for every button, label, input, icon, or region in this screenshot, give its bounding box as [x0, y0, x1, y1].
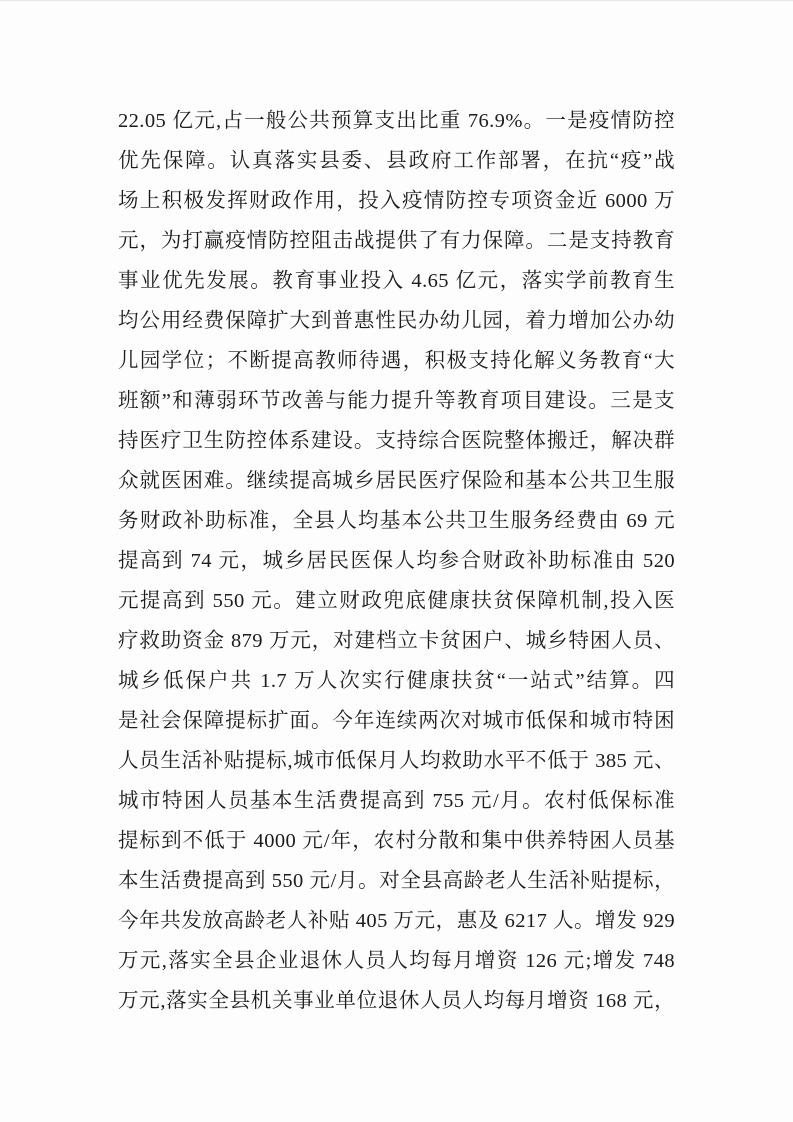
text-line: 提高到 74 元，城乡居民医保人均参合财政补助标准由 520 [118, 550, 675, 572]
text-line: 元提高到 550 元。建立财政兜底健康扶贫保障机制,投入医 [118, 590, 675, 612]
text-line: 元，为打赢疫情防控阻击战提供了有力保障。二是支持教育 [118, 230, 675, 252]
text-line: 人员生活补贴提标,城市低保月人均救助水平不低于 385 元、 [118, 750, 675, 772]
text-line: 场上积极发挥财政作用，投入疫情防控专项资金近 6000 万 [118, 190, 675, 212]
text-line: 持医疗卫生防控体系建设。支持综合医院整体搬迁，解决群 [118, 430, 675, 452]
body-text-block [118, 101, 675, 1021]
text-line: 万元,落实全县机关事业单位退休人员人均每月增资 168 元， [118, 990, 675, 1012]
text-line: 优先保障。认真落实县委、县政府工作部署，在抗“疫”战 [118, 150, 675, 172]
text-line: 城乡低保户共 1.7 万人次实行健康扶贫“一站式”结算。四 [118, 670, 675, 692]
text-line: 务财政补助标准，全县人均基本公共卫生服务经费由 69 元 [118, 510, 675, 532]
text-line: 本生活费提高到 550 元/月。对全县高龄老人生活补贴提标， [118, 870, 675, 892]
text-line: 今年共发放高龄老人补贴 405 万元，惠及 6217 人。增发 929 [118, 910, 675, 932]
text-line: 儿园学位；不断提高教师待遇，积极支持化解义务教育“大 [118, 350, 675, 372]
text-line: 是社会保障提标扩面。今年连续两次对城市低保和城市特困 [118, 710, 675, 732]
text-line: 城市特困人员基本生活费提高到 755 元/月。农村低保标准 [118, 790, 675, 812]
text-line: 万元,落实全县企业退休人员人均每月增资 126 元;增发 748 [118, 950, 675, 972]
text-line: 事业优先发展。教育事业投入 4.65 亿元，落实学前教育生 [118, 270, 675, 292]
text-line: 22.05 亿元,占一般公共预算支出比重 76.9%。一是疫情防控 [118, 110, 675, 132]
text-line: 提标到不低于 4000 元/年，农村分散和集中供养特困人员基 [118, 830, 675, 852]
text-line: 班额”和薄弱环节改善与能力提升等教育项目建设。三是支 [118, 390, 675, 412]
text-line: 均公用经费保障扩大到普惠性民办幼儿园，着力增加公办幼 [118, 310, 675, 332]
text-line: 众就医困难。继续提高城乡居民医疗保险和基本公共卫生服 [118, 470, 675, 492]
text-line: 疗救助资金 879 万元，对建档立卡贫困户、城乡特困人员、 [118, 630, 675, 652]
